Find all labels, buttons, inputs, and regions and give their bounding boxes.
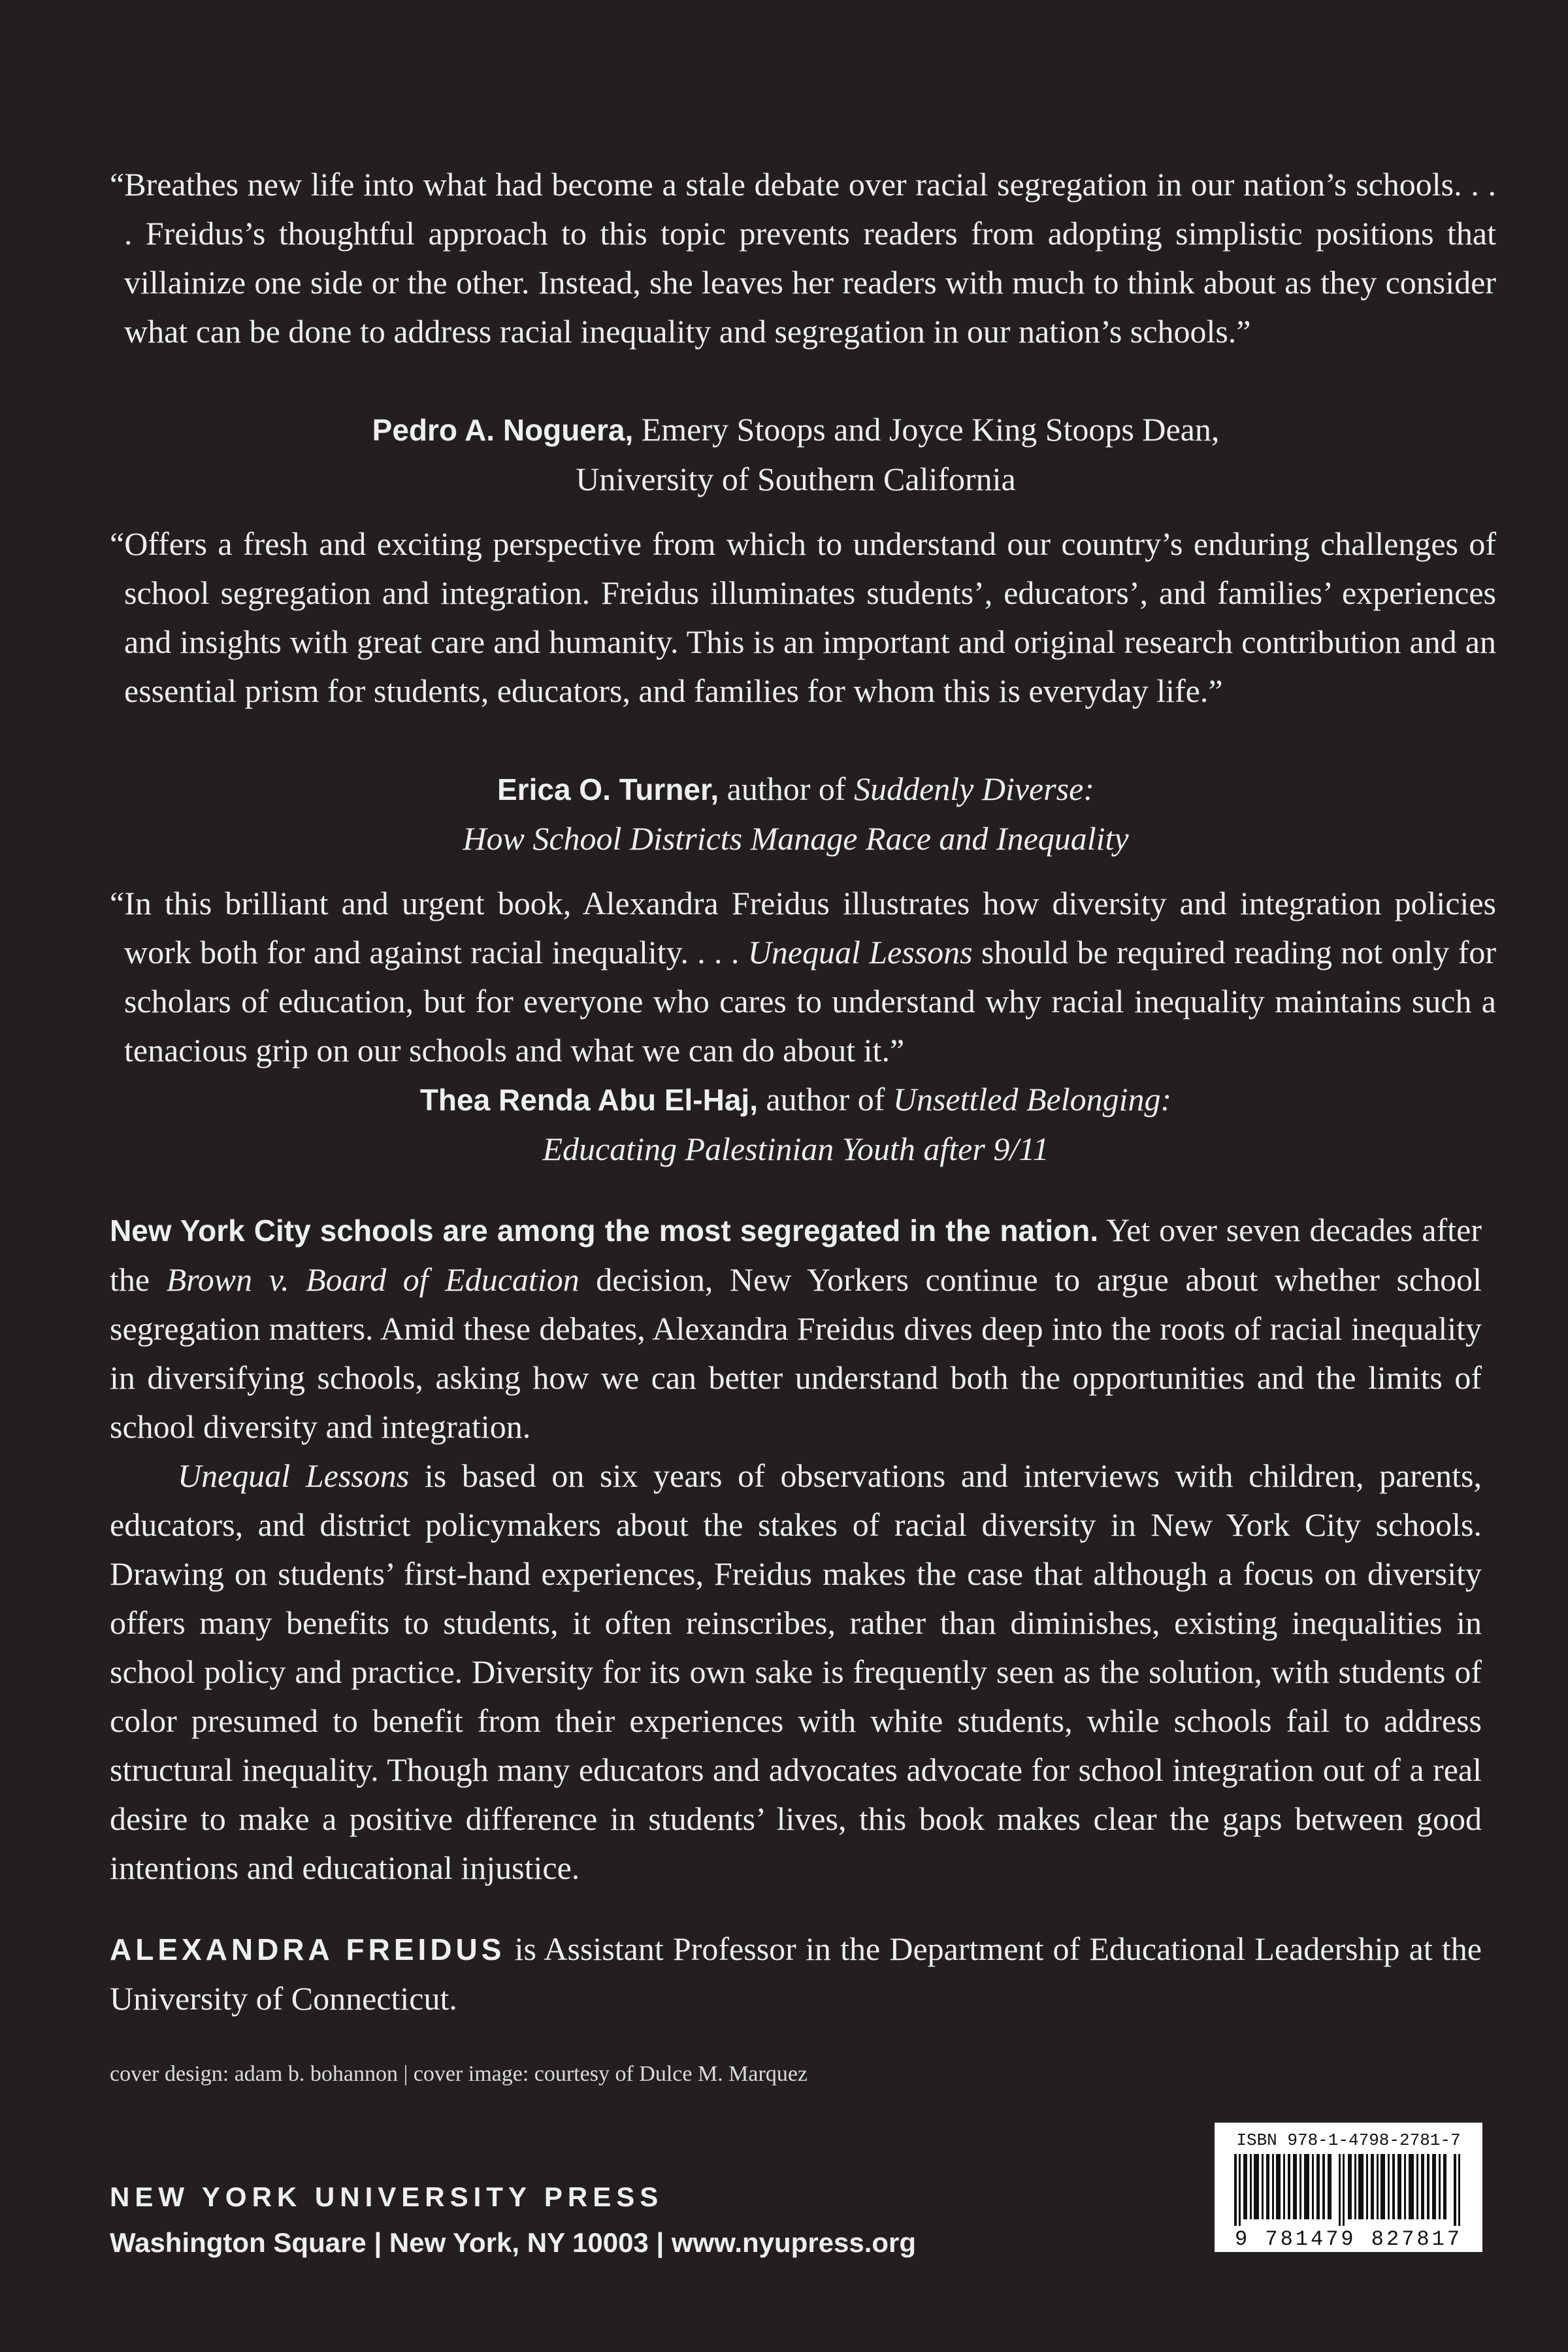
reviewer-book-subtitle: Educating Palestinian Youth after 9/11 bbox=[542, 1131, 1049, 1167]
author-bio-text: is Assistant Professor in the Department of Educational Leadership at the University of Connecticut. bbox=[110, 1930, 1482, 2017]
author-bio bbox=[110, 1925, 1482, 2023]
reviewer-affiliation: University of Southern California bbox=[576, 461, 1016, 497]
reviewer-name: Thea Renda Abu El-Haj, bbox=[419, 1083, 758, 1117]
description-text: decision, New Yorkers continue to argue about whether school segregation matters. Amid these debates, Alexandra Freidus dives deep into the roots of racial inequality in diversifying schools, asking how we can better understand both the opportunities and the limits of school diversity and integration. bbox=[110, 1261, 1482, 1445]
book-title: Unequal Lessons bbox=[178, 1457, 410, 1494]
book-description bbox=[110, 1206, 1482, 1893]
review-attribution-3 bbox=[110, 1075, 1482, 1174]
review-quote-2: “Offers a fresh and exciting perspective from which to understand our country’s enduring challenges of school segregation and integration. Freidus illuminates students’, educators’, and families’ experiences and insights with great care and humanity. This is an important and original research contribution and an essential prism for students, educators, and families for whom this is everyday life.” bbox=[110, 525, 1496, 709]
quote-text: “In this brilliant and urgent book, Alexandra Freidus illustrates how diversity and integration policies work both for and against racial inequality. . . . bbox=[110, 885, 1496, 970]
cover-credits: cover design: adam b. bohannon | cover image: courtesy of Dulce M. Marquez bbox=[110, 2062, 808, 2086]
author-of-text: author of bbox=[719, 770, 855, 807]
reviewer-name: Erica O. Turner, bbox=[497, 772, 719, 806]
reviewer-name: Pedro A. Noguera, bbox=[372, 413, 634, 447]
author-name: ALEXANDRA FREIDUS bbox=[110, 1932, 506, 1966]
description-paragraph-2 bbox=[110, 1451, 1482, 1893]
reviewer-title: Emery Stoops and Joyce King Stoops Dean, bbox=[633, 411, 1220, 448]
review-quote-1: “Breathes new life into what had become a stale debate over racial segregation in our nation’s schools. . . . Freidus’s thoughtful approach to this topic prevents readers from adopting simplistic positions that villainize one side or the other. Instead, she leaves her readers with much to think about as they consider what can be done to address racial inequality and segregation in our nation’s schools.” bbox=[110, 166, 1496, 350]
publisher-name: NEW YORK UNIVERSITY PRESS bbox=[110, 2181, 664, 2212]
isbn-label: ISBN 978-1-4798-2781-7 bbox=[1236, 2130, 1461, 2150]
isbn-barcode bbox=[1215, 2123, 1482, 2252]
review-attribution-2 bbox=[110, 765, 1482, 863]
review-attribution-1 bbox=[110, 405, 1482, 504]
barcode-bars-icon bbox=[1234, 2154, 1463, 2226]
description-paragraph-1 bbox=[110, 1206, 1482, 1451]
barcode-number: 9 781479 827817 bbox=[1234, 2227, 1463, 2251]
review-quote-3 bbox=[110, 879, 1496, 1075]
publisher-address: Washington Square | New York, NY 10003 | www.nyupress.org bbox=[110, 2227, 917, 2258]
quote-text: should be required reading not only for scholars of education, but for everyone who cares to understand why racial inequality maintains such a tenacious grip on our schools and what we can do about it.” bbox=[124, 934, 1496, 1068]
reviewer-book-title: Suddenly Diverse: bbox=[854, 770, 1094, 807]
description-text: is based on six years of observations and interviews with children, parents, educators, and district policymakers about the stakes of racial diversity in New York City schools. Drawing on students’ first-hand experiences, Freidus makes the case that although a focus on diversity offers many benefits to students, it often reinscribes, rather than diminishes, existing inequalities in school policy and practice. Diversity for its own sake is frequently seen as the solution, with students of color presumed to benefit from their experiences with white students, while schools fail to address structural inequality. Though many educators and advocates advocate for school integration out of a real desire to make a positive difference in students’ lives, this book makes clear the gaps between good intentions and educational injustice. bbox=[110, 1457, 1482, 1886]
description-lead: New York City schools are among the most segregated in the nation. bbox=[110, 1214, 1099, 1248]
description-text: Yet over seven decades after the bbox=[110, 1212, 1482, 1298]
reviewer-book-title: Unsettled Belonging: bbox=[892, 1081, 1172, 1118]
case-title: Brown v. Board of Education bbox=[166, 1261, 580, 1298]
book-title: Unequal Lessons bbox=[747, 934, 973, 970]
reviewer-book-subtitle: How School Districts Manage Race and Inequality bbox=[463, 820, 1129, 857]
author-of-text: author of bbox=[757, 1081, 893, 1118]
